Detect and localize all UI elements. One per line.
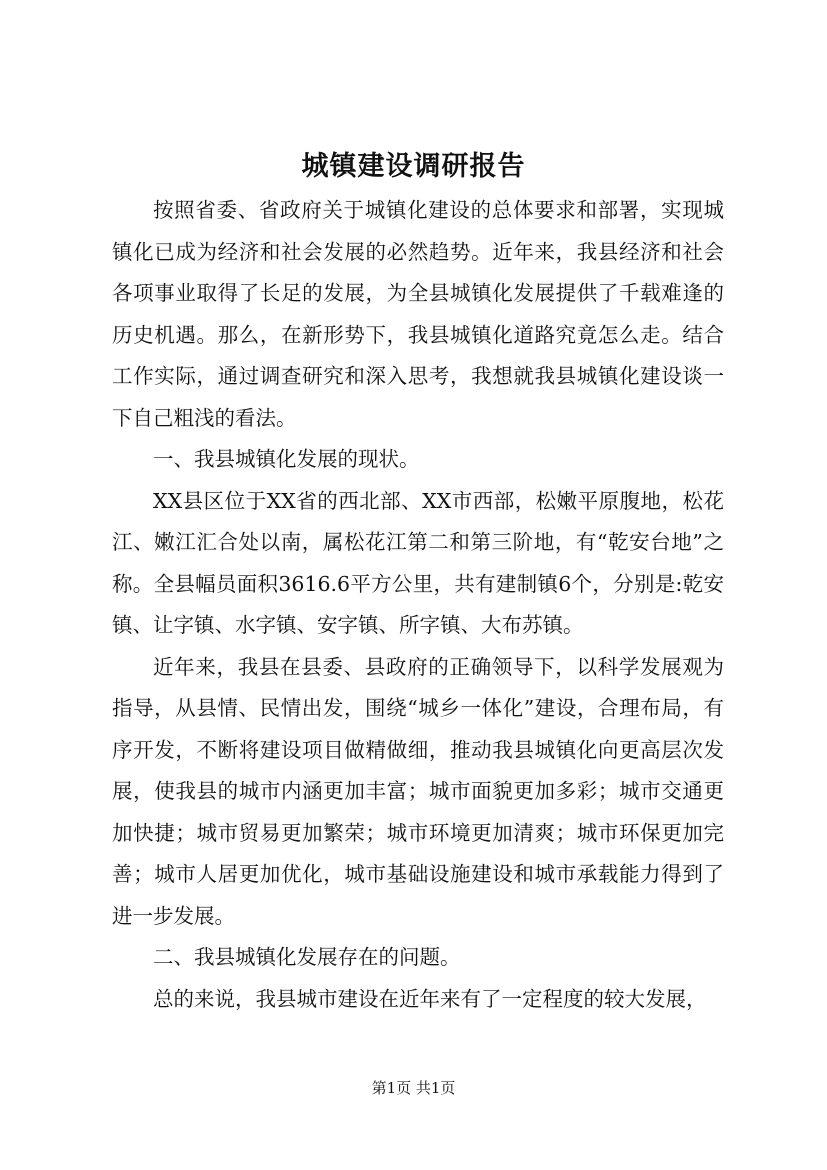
paragraph-county-overview: XX县区位于XX省的西北部、XX市西部，松嫩平原腹地，松花江、嫩江汇合处以南，属松花江第二和第三阶地，有“乾安台地”之称。全县幅员面积3616.6平方公里，共有建制镇6个，分别是:乾安镇、让字镇、水字镇、安字镇、所字镇、大布苏镇。: [112, 488, 724, 637]
paragraph-intro: 按照省委、省政府关于城镇化建设的总体要求和部署，实现城镇化已成为经济和社会发展的必然趋势。近年来，我县经济和社会各项事业取得了长足的发展，为全县城镇化发展提供了千载难逢的历史机遇。那么，在新形势下，我县城镇化道路究竟怎么走。结合工作实际，通过调查研究和深入思考，我想就我县城镇化建设谈一下自己粗浅的看法。: [112, 198, 724, 430]
paragraph-summary: 总的来说，我县城市建设在近年来有了一定程度的较大发展，: [153, 986, 707, 1011]
paragraph-recent-development: 近年来，我县在县委、县政府的正确领导下，以科学发展观为指导，从县情、民情出发，围绕“城乡一体化”建设，合理布局，有序开发，不断将建设项目做精做细，推动我县城镇化向更高层次发展，使我县的城市内涵更加丰富；城市面貌更加多彩；城市交通更加快捷；城市贸易更加繁荣；城市环境更加清爽；城市环保更加完善；城市人居更加优化，城市基础设施建设和城市承载能力得到了进一步发展。: [112, 654, 724, 928]
section-heading-problems: 二、我县城镇化发展存在的问题。: [153, 945, 461, 969]
document-title: 城镇建设调研报告: [301, 151, 526, 182]
section-heading-status: 一、我县城镇化发展的现状。: [153, 447, 420, 471]
document-body: [112, 190, 724, 1020]
page-footer: 第1页 共1页: [371, 1079, 456, 1097]
